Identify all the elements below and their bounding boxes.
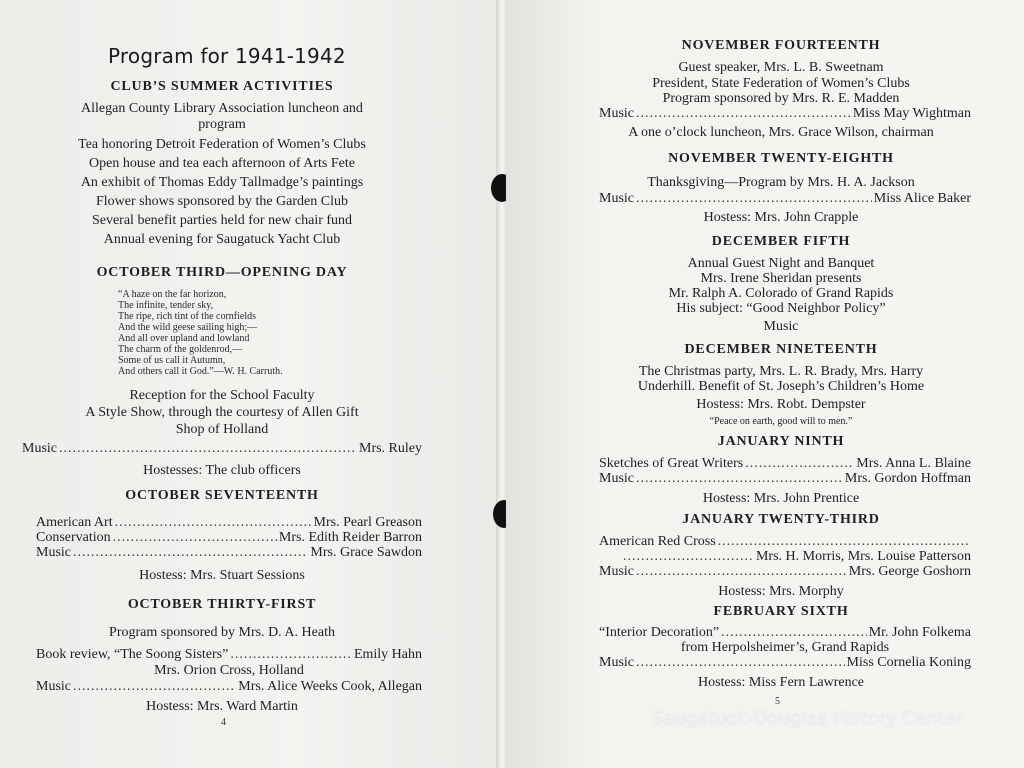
row-label: Music — [599, 564, 634, 579]
program-line: program — [198, 117, 246, 132]
program-line: A one o’clock luncheon, Mrs. Grace Wilson, chairman — [628, 125, 934, 140]
section-heading: FEBRUARY SIXTH — [713, 604, 849, 619]
program-line: Underhill. Benefit of St. Joseph’s Children’s Home — [637, 379, 925, 394]
leader-dots — [636, 191, 872, 206]
row-value: Mrs. Ruley — [359, 441, 422, 456]
leader-dots — [115, 515, 312, 530]
january-ninth-section — [591, 434, 971, 507]
book-review-row — [36, 647, 422, 662]
program-line: An exhibit of Thomas Eddy Tallmadge’s paintings — [80, 175, 364, 190]
music-row — [599, 655, 971, 670]
leader-dots — [73, 679, 236, 694]
christmas-quote: “Peace on earth, good will to men.” — [709, 416, 853, 427]
program-line: Music — [763, 319, 799, 334]
program-line: Shop of Holland — [175, 422, 269, 437]
section-heading: NOVEMBER TWENTY-EIGHTH — [668, 151, 894, 166]
hostess-line: Hostess: Mrs. Ward Martin — [146, 699, 298, 714]
program-line: Program sponsored by Mrs. D. A. Heath — [109, 625, 335, 640]
row-label: American Art — [36, 515, 113, 530]
row-value: Miss Alice Baker — [873, 191, 971, 206]
leader-dots — [636, 471, 843, 486]
poem-line: And the wild geese sailing high;— — [118, 322, 258, 333]
october-seventeenth-section — [22, 488, 422, 584]
program-line: Flower shows sponsored by the Garden Club — [96, 194, 348, 209]
summer-activities-section — [22, 79, 422, 248]
november-fourteenth-section — [591, 38, 971, 141]
row-value: Mr. John Folkema — [868, 625, 971, 640]
row-label: Music — [599, 471, 634, 486]
section-heading: JANUARY NINTH — [717, 434, 845, 449]
leader-dots — [73, 545, 308, 560]
program-line: Several benefit parties held for new chair fund — [91, 213, 353, 228]
program-line: Mr. Ralph A. Colorado of Grand Rapids — [668, 286, 894, 301]
row-value: Miss May Wightman — [852, 106, 971, 121]
page-number: 5 — [775, 696, 780, 707]
page-number: 4 — [221, 717, 226, 728]
row-label: Book review, “The Soong Sisters” — [36, 647, 229, 662]
leader-dots — [718, 534, 969, 549]
december-nineteenth-section — [591, 342, 971, 430]
program-line: Tea honoring Detroit Federation of Women’s Clubs — [78, 137, 366, 152]
row-value: Mrs. Gordon Hoffman — [844, 471, 971, 486]
autumn-poem — [118, 289, 398, 377]
section-heading: JANUARY TWENTY-THIRD — [682, 512, 880, 527]
program-line: The Christmas party, Mrs. L. R. Brady, Mrs. Harry — [638, 364, 924, 379]
program-row — [36, 515, 422, 530]
program-line: Open house and tea each afternoon of Arts Fete — [89, 156, 355, 171]
hostess-line: Hostess: Mrs. John Crapple — [703, 210, 859, 225]
hostess-line: Hostess: Mrs. Morphy — [718, 584, 844, 599]
program-row — [599, 456, 971, 471]
row-value: Mrs. Edith Reider Barron — [278, 530, 422, 545]
row-label: Conservation — [36, 530, 111, 545]
poem-line: And all over upland and lowland — [118, 333, 250, 344]
program-line: President, State Federation of Women’s Clubs — [652, 76, 910, 91]
program-line: Program sponsored by Mrs. R. E. Madden — [662, 91, 900, 106]
row-label: Music — [36, 545, 71, 560]
red-cross-value-row — [599, 549, 971, 564]
row-label: Music — [599, 106, 634, 121]
section-heading: DECEMBER FIFTH — [711, 234, 851, 249]
hostess-line: Hostess: Mrs. Robt. Dempster — [696, 397, 866, 412]
october-third-section — [22, 265, 422, 286]
program-line: Annual evening for Saugatuck Yacht Club — [103, 232, 341, 247]
program-line: His subject: “Good Neighbor Policy” — [676, 301, 886, 316]
hostess-line: Hostesses: The club officers — [143, 463, 301, 478]
hostess-line: Hostess: Mrs. John Prentice — [702, 491, 860, 506]
hostess-line: Hostess: Miss Fern Lawrence — [697, 675, 865, 690]
program-line: Thanksgiving—Program by Mrs. H. A. Jackson — [647, 175, 915, 190]
leader-dots — [636, 106, 851, 121]
row-value: Miss Cornelia Koning — [846, 655, 971, 670]
poem-line: The infinite, tender sky, — [118, 300, 214, 311]
program-line: Guest speaker, Mrs. L. B. Sweetnam — [678, 60, 884, 75]
program-line: Annual Guest Night and Banquet — [687, 256, 875, 271]
leader-dots — [113, 530, 277, 545]
program-row — [36, 545, 422, 560]
talk-row — [599, 625, 971, 640]
row-label: Music — [22, 441, 57, 456]
poem-line: “A haze on the far horizon, — [118, 289, 227, 300]
music-row — [36, 679, 422, 694]
row-label: American Red Cross — [599, 534, 716, 549]
row-label: Sketches of Great Writers — [599, 456, 744, 471]
row-value: Mrs. George Goshorn — [848, 564, 971, 579]
row-value: Emily Hahn — [353, 647, 422, 662]
program-row — [36, 530, 422, 545]
music-row — [591, 191, 971, 206]
left-page — [0, 0, 500, 768]
section-heading: OCTOBER SEVENTEENTH — [125, 488, 319, 503]
program-line: Mrs. Orion Cross, Holland — [154, 663, 304, 678]
right-page — [506, 0, 1024, 768]
hostess-line: Hostess: Mrs. Stuart Sessions — [139, 568, 305, 583]
row-value: Mrs. Pearl Greason — [313, 515, 422, 530]
program-line: Allegan County Library Association luncheon and — [81, 101, 363, 116]
poem-line: Some of us call it Autumn, — [118, 355, 226, 366]
row-label: Music — [599, 655, 634, 670]
leader-dots — [636, 564, 847, 579]
poem-line: And others call it God.”—W. H. Carruth. — [118, 366, 283, 377]
row-label: “Interior Decoration” — [599, 625, 720, 640]
program-line: A Style Show, through the courtesy of Allen Gift — [85, 405, 359, 420]
history-center-watermark: Saugatuck-Douglas History Center — [652, 708, 963, 729]
poem-line: The ripe, rich tint of the cornfields — [118, 311, 257, 322]
program-line: from Herpolsheimer’s, Grand Rapids — [680, 640, 890, 655]
december-fifth-section — [591, 234, 971, 335]
section-heading: DECEMBER NINETEENTH — [684, 342, 878, 357]
section-heading: NOVEMBER FOURTEENTH — [681, 38, 881, 53]
poem-line: The charm of the goldenrod,— — [118, 344, 243, 355]
row-value: Mrs. Grace Sawdon — [310, 545, 422, 560]
section-heading: OCTOBER THIRD—OPENING DAY — [96, 265, 348, 280]
row-label: Music — [36, 679, 71, 694]
leader-dots — [636, 655, 845, 670]
music-row — [22, 441, 422, 456]
leader-dots — [623, 549, 754, 564]
leader-dots — [230, 647, 352, 662]
program-line: Mrs. Irene Sheridan presents — [700, 271, 862, 286]
october-thirty-first-section — [22, 597, 422, 715]
november-twenty-eighth-section — [591, 151, 971, 226]
program-line: Reception for the School Faculty — [129, 388, 315, 403]
october-third-details — [22, 387, 422, 479]
program-title: Program for 1941-1942 — [108, 44, 346, 68]
section-heading: CLUB’S SUMMER ACTIVITIES — [110, 79, 334, 94]
leader-dots — [59, 441, 357, 456]
music-row — [599, 564, 971, 579]
section-heading: OCTOBER THIRTY-FIRST — [127, 597, 317, 612]
row-value: Mrs. H. Morris, Mrs. Louise Patterson — [755, 549, 971, 564]
row-value: Mrs. Anna L. Blaine — [856, 456, 971, 471]
january-twenty-third-section — [591, 512, 971, 600]
february-sixth-section — [591, 604, 971, 691]
music-row — [591, 106, 971, 121]
row-value: Mrs. Alice Weeks Cook, Allegan — [238, 679, 422, 694]
leader-dots — [745, 456, 854, 471]
leader-dots — [721, 625, 867, 640]
row-label: Music — [599, 191, 634, 206]
red-cross-row — [599, 534, 971, 549]
program-row — [599, 471, 971, 486]
